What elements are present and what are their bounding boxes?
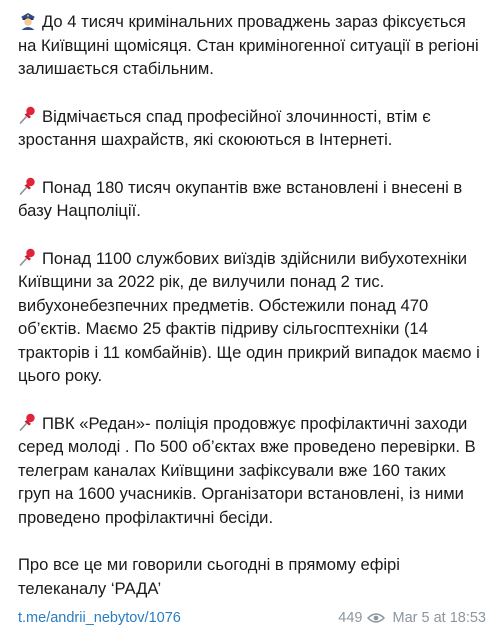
post-paragraph	[18, 105, 482, 152]
pushpin-icon	[18, 412, 38, 432]
paragraph-text: До 4 тисяч кримінальних проваджень зараз фіксується на Київщині щомісяця. Стан криміногенної ситуації в регіоні залишається стабільним.	[18, 12, 479, 78]
police-officer-icon	[18, 10, 38, 30]
paragraph-text: Про все це ми говорили сьогодні в прямому ефірі телеканалу ‘РАДА’	[18, 555, 400, 598]
pushpin-icon	[18, 247, 38, 267]
post-paragraph	[18, 553, 482, 600]
eye-icon	[367, 612, 385, 624]
post-paragraph	[18, 247, 482, 388]
post-meta	[338, 610, 486, 626]
paragraph-text: Понад 1100 службових виїздів здійснили вибухотехніки Київщини за 2022 рік, де вилучили понад 2 тис. вибухонебезпечних предметів. Обстежили понад 470 об’єктів. Маємо 25 фактів підриву сільгосптехніки (14 тракторів і 11 комбайнів). Ще один прикрий випадок маємо і цього року.	[18, 248, 480, 385]
paragraph-text: Понад 180 тисяч окупантів вже встановлені і внесені в базу Нацполіції.	[18, 177, 463, 220]
views-count: 449	[338, 610, 363, 626]
post-paragraph	[18, 10, 482, 81]
post-paragraph	[18, 412, 482, 530]
pushpin-icon	[18, 105, 38, 125]
paragraph-text: ПВК «Редан»- поліція продовжує профілактичні заходи серед молоді . По 500 об’єктах вже проведено перевірки. В телеграм каналах Київщини зафіксували вже 160 таких груп на 1600 учасників. Організатори встановлені, із ними проведено профілактичні бесіди.	[18, 413, 476, 527]
post-footer	[18, 606, 486, 630]
post-paragraph	[18, 176, 482, 223]
post-link[interactable]: t.me/andrii_nebytov/1076	[18, 610, 181, 626]
paragraph-text: Відмічається спад професійної злочинності, втім є зростання шахрайств, які скоюються в Інтернеті.	[18, 106, 431, 149]
pushpin-icon	[18, 176, 38, 196]
post-timestamp: Mar 5 at 18:53	[392, 610, 486, 626]
